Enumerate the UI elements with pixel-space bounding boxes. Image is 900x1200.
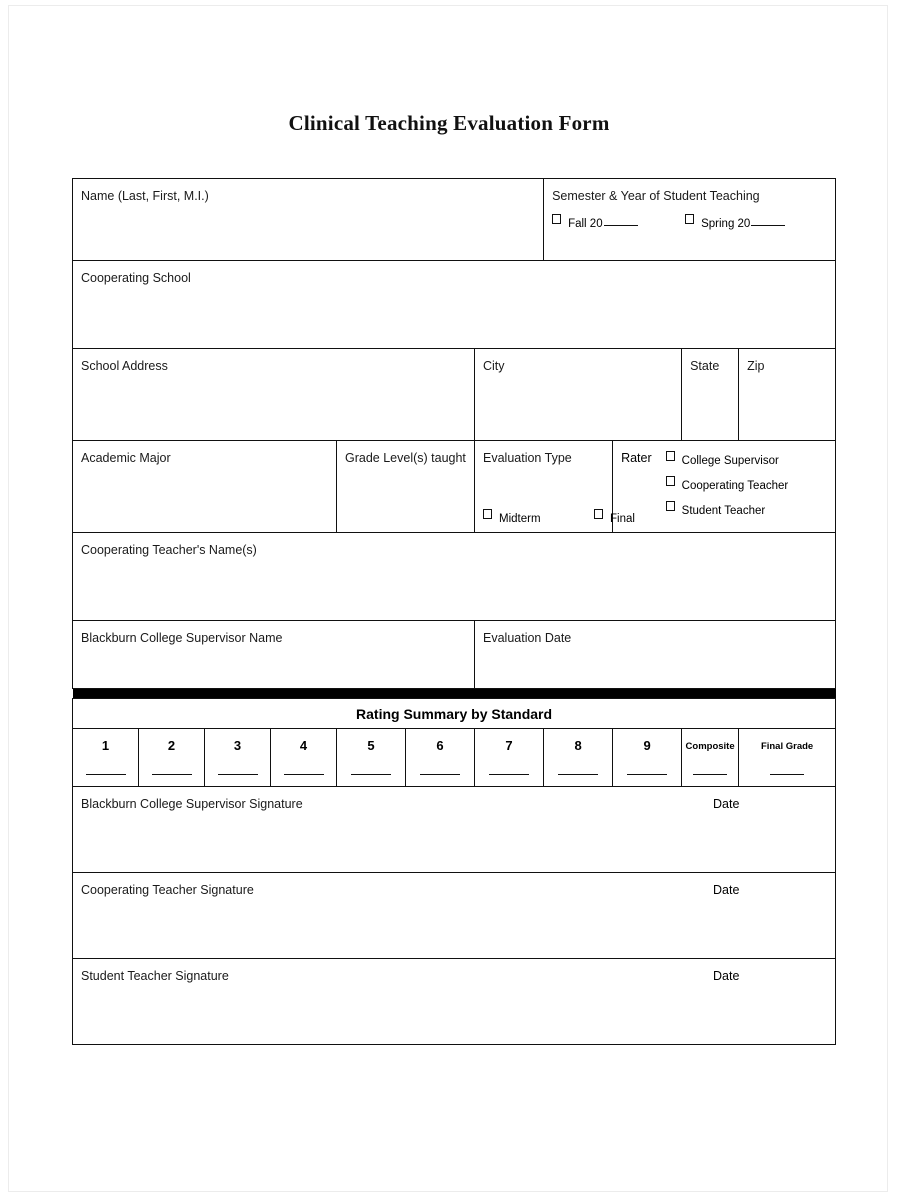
row-school-address bbox=[73, 349, 836, 441]
name-label: Name (Last, First, M.I.) bbox=[81, 189, 209, 203]
cell-evaluation-date[interactable] bbox=[475, 621, 836, 689]
signature-label: Blackburn College Supervisor Signature bbox=[81, 797, 303, 811]
rating-column-label: Composite bbox=[685, 741, 735, 752]
checkbox-label-spring: Spring 20 bbox=[701, 218, 751, 230]
checkbox-row-cooperating-teacher[interactable] bbox=[666, 476, 789, 492]
checkbox-label-midterm: Midterm bbox=[499, 513, 541, 525]
rating-column-blank[interactable] bbox=[284, 774, 324, 775]
signature-label: Cooperating Teacher Signature bbox=[81, 883, 254, 897]
grade-levels-label: Grade Level(s) taught bbox=[345, 451, 466, 465]
cell-grade-levels[interactable] bbox=[337, 441, 475, 533]
rating-column-blank[interactable] bbox=[420, 774, 460, 775]
rating-column-label: Final Grade bbox=[760, 741, 814, 752]
row-signature-cooperating-teacher bbox=[73, 873, 836, 959]
rating-column-6[interactable] bbox=[406, 729, 475, 787]
spring-year-blank[interactable] bbox=[751, 225, 785, 226]
checkbox-label-final: Final bbox=[610, 513, 635, 525]
rating-column-blank[interactable] bbox=[152, 774, 192, 775]
rating-summary-heading: Rating Summary by Standard bbox=[356, 706, 553, 722]
rating-column-5[interactable] bbox=[337, 729, 406, 787]
rating-column-blank[interactable] bbox=[351, 774, 391, 775]
row-signature-student-teacher bbox=[73, 959, 836, 1045]
page-title: Clinical Teaching Evaluation Form bbox=[288, 111, 610, 135]
fall-year-blank[interactable] bbox=[604, 225, 638, 226]
city-label: City bbox=[483, 359, 505, 373]
checkbox-label-college-supervisor: College Supervisor bbox=[681, 455, 779, 467]
rating-column-8[interactable] bbox=[544, 729, 613, 787]
checkbox-row-college-supervisor[interactable] bbox=[666, 451, 789, 467]
cooperating-school-label: Cooperating School bbox=[81, 271, 191, 285]
signature-date-label: Date bbox=[713, 797, 740, 811]
checkbox-icon-cooperating-teacher[interactable] bbox=[666, 476, 675, 486]
state-label: State bbox=[690, 359, 720, 373]
cell-signature-supervisor[interactable] bbox=[73, 787, 836, 873]
row-rating-summary-columns bbox=[73, 729, 836, 787]
rating-column-label: 6 bbox=[436, 738, 444, 753]
rating-column-label: 2 bbox=[167, 738, 176, 753]
page-sheet bbox=[8, 5, 888, 1192]
cell-signature-cooperating-teacher[interactable] bbox=[73, 873, 836, 959]
cell-rating-summary-heading bbox=[73, 699, 836, 729]
rating-column-label: 7 bbox=[505, 738, 513, 753]
evaluation-form-table bbox=[72, 178, 836, 1045]
evaluation-date-label: Evaluation Date bbox=[483, 631, 572, 645]
signature-date-label: Date bbox=[713, 969, 740, 983]
cell-school-address[interactable] bbox=[73, 349, 475, 441]
rating-column-label: 8 bbox=[574, 738, 582, 753]
rating-column-blank[interactable] bbox=[627, 774, 667, 775]
rating-column-blank[interactable] bbox=[86, 774, 126, 775]
checkbox-label-fall: Fall 20 bbox=[568, 218, 603, 230]
cell-state[interactable] bbox=[682, 349, 739, 441]
rating-column-blank[interactable] bbox=[558, 774, 598, 775]
rating-column-label: 1 bbox=[101, 738, 110, 753]
cell-academic-major[interactable] bbox=[73, 441, 337, 533]
checkbox-icon-spring[interactable] bbox=[685, 214, 694, 224]
row-cooperating-school bbox=[73, 261, 836, 349]
rating-column-composite[interactable] bbox=[682, 729, 739, 787]
cell-zip[interactable] bbox=[739, 349, 836, 441]
rating-column-9[interactable] bbox=[613, 729, 682, 787]
cell-evaluation-type bbox=[475, 441, 635, 533]
row-supervisor-evaldate bbox=[73, 621, 836, 689]
school-address-label: School Address bbox=[81, 359, 168, 373]
checkbox-icon-student-teacher[interactable] bbox=[666, 501, 675, 511]
semester-checkbox-group bbox=[552, 214, 835, 230]
checkbox-icon-college-supervisor[interactable] bbox=[666, 451, 675, 461]
checkbox-label-student-teacher: Student Teacher bbox=[681, 505, 766, 517]
row-signature-supervisor bbox=[73, 787, 836, 873]
row-major-eval-rater bbox=[73, 441, 836, 533]
rating-column-final-grade[interactable] bbox=[739, 729, 836, 787]
rating-column-3[interactable] bbox=[205, 729, 271, 787]
checkbox-row-midterm[interactable] bbox=[483, 509, 541, 525]
checkbox-row-student-teacher[interactable] bbox=[666, 501, 789, 517]
evaluation-type-label: Evaluation Type bbox=[483, 451, 572, 465]
rating-column-blank[interactable] bbox=[770, 774, 804, 775]
cell-signature-student-teacher[interactable] bbox=[73, 959, 836, 1045]
checkbox-label-cooperating-teacher: Cooperating Teacher bbox=[681, 480, 789, 492]
row-rating-summary-heading bbox=[73, 699, 836, 729]
zip-label: Zip bbox=[747, 359, 765, 373]
rater-label: Rater bbox=[621, 451, 652, 465]
cell-cooperating-teacher-names[interactable] bbox=[73, 533, 836, 621]
rating-column-blank[interactable] bbox=[218, 774, 258, 775]
rating-column-label: 5 bbox=[367, 738, 375, 753]
cooperating-teacher-names-label: Cooperating Teacher's Name(s) bbox=[81, 543, 257, 557]
cell-name[interactable] bbox=[73, 179, 544, 261]
signature-label: Student Teacher Signature bbox=[81, 969, 229, 983]
rating-column-label: 3 bbox=[233, 738, 242, 753]
row-name-semester bbox=[73, 179, 836, 261]
rating-column-7[interactable] bbox=[475, 729, 544, 787]
cell-semester bbox=[544, 179, 836, 261]
rating-column-1[interactable] bbox=[73, 729, 139, 787]
rating-column-4[interactable] bbox=[271, 729, 337, 787]
rating-column-2[interactable] bbox=[139, 729, 205, 787]
row-section-divider bbox=[73, 689, 836, 699]
cell-cooperating-school[interactable] bbox=[73, 261, 836, 349]
supervisor-name-label: Blackburn College Supervisor Name bbox=[81, 631, 283, 645]
rater-checkbox-group bbox=[666, 451, 789, 517]
academic-major-label: Academic Major bbox=[81, 451, 171, 465]
cell-city[interactable] bbox=[475, 349, 682, 441]
rating-column-blank[interactable] bbox=[693, 774, 727, 775]
section-divider-bar bbox=[73, 689, 836, 699]
semester-heading: Semester & Year of Student Teaching bbox=[552, 189, 760, 203]
cell-rater bbox=[613, 441, 836, 533]
signature-date-label: Date bbox=[713, 883, 740, 897]
rating-column-label: 4 bbox=[299, 738, 308, 753]
checkbox-row-fall[interactable] bbox=[552, 214, 638, 230]
rating-column-blank[interactable] bbox=[489, 774, 529, 775]
row-cooperating-teacher-names bbox=[73, 533, 836, 621]
checkbox-row-spring[interactable] bbox=[685, 214, 785, 230]
checkbox-icon-midterm[interactable] bbox=[483, 509, 492, 519]
rating-column-label: 9 bbox=[643, 738, 651, 753]
cell-supervisor-name[interactable] bbox=[73, 621, 475, 689]
checkbox-icon-final[interactable] bbox=[594, 509, 603, 519]
checkbox-icon-fall[interactable] bbox=[552, 214, 561, 224]
